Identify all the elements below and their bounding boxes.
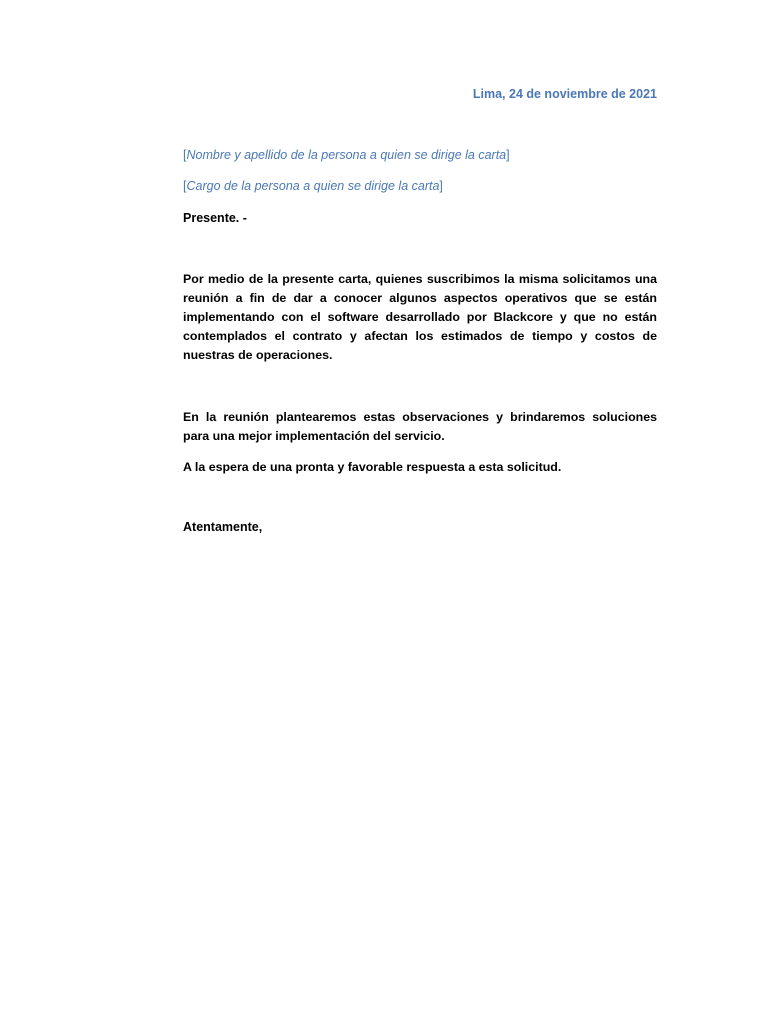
recipient-role-placeholder — [183, 179, 657, 193]
recipient-role-text: Cargo de la persona a quien se dirige la carta — [186, 179, 440, 193]
body-paragraph-2: En la reunión plantearemos estas observaciones y brindaremos soluciones para una mejor implementación del servicio. — [183, 410, 657, 443]
bracket-close: ] — [506, 148, 510, 162]
recipient-name-placeholder — [183, 148, 657, 162]
bracket-close: ] — [439, 179, 443, 193]
greeting: Presente. - — [183, 211, 247, 225]
closing: Atentamente, — [183, 520, 263, 534]
letter-date: Lima, 24 de noviembre de 2021 — [472, 87, 657, 101]
body-paragraph-1: Por medio de la presente carta, quienes suscribimos la misma solicitamos una reunión a fin de dar a conocer algunos aspectos operativos que se están implementando con el software desarrollado por Blackcore y que no están contemplados el contrato y afectan los estimados de tiempo y costos de nuestras de operaciones. — [183, 272, 657, 362]
bracket-open: [ — [183, 148, 187, 162]
body-paragraph-3: A la espera de una pronta y favorable respuesta a esta solicitud. — [183, 460, 562, 474]
recipient-name-text: Nombre y apellido de la persona a quien se dirige la carta — [186, 148, 507, 162]
bracket-open: [ — [183, 179, 187, 193]
